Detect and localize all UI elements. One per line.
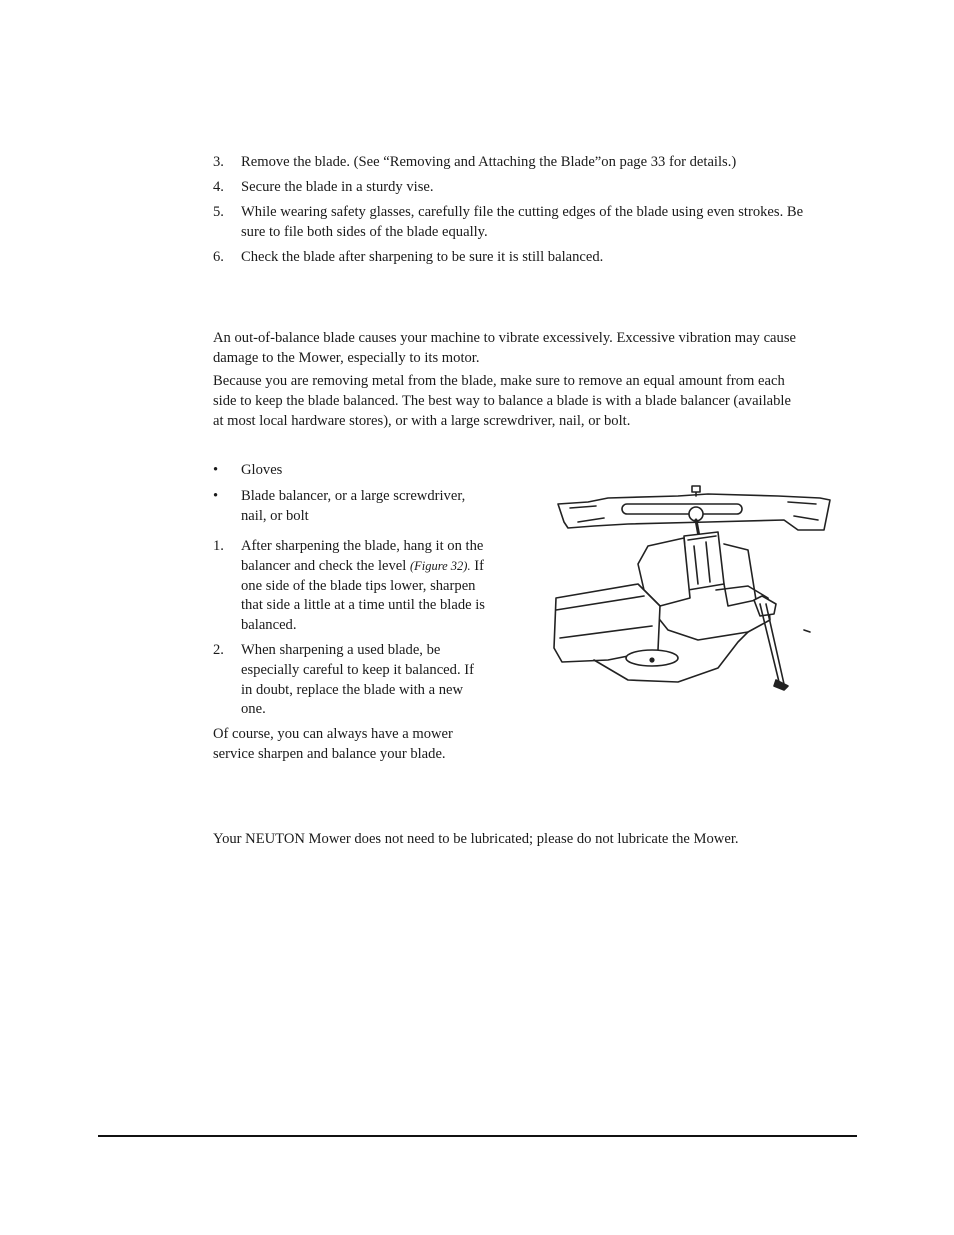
step-text: Remove the blade. (See “Removing and Attaching the Blade”on page 33 for details.) xyxy=(241,154,737,170)
text-line: that side a little at a time until the blade is xyxy=(241,597,485,614)
balance-paragraph-1 xyxy=(213,329,796,369)
step-text: Secure the blade in a sturdy vise. xyxy=(241,179,434,195)
text-line: When sharpening a used blade, be xyxy=(241,642,441,658)
text-line: After sharpening the blade, hang it on the xyxy=(241,538,484,554)
figure-reference: (Figure 32). xyxy=(409,558,471,573)
step-text-line-1: While wearing safety glasses, carefully file the cutting edges of the blade using even strokes. Be xyxy=(241,204,804,220)
text-line: Because you are removing metal from the blade, make sure to remove an equal amount from each xyxy=(213,373,785,389)
step-text xyxy=(241,641,474,720)
lubrication-note: Your NEUTON Mower does not need to be lubricated; please do not lubricate the Mower. xyxy=(213,831,739,847)
bullet: • xyxy=(213,488,219,504)
text-line: service sharpen and balance your blade. xyxy=(213,745,446,762)
text-line: especially careful to keep it balanced. If xyxy=(241,661,474,678)
step-text xyxy=(241,537,485,636)
blade-balancer-vise-illustration xyxy=(548,480,838,695)
step-number: 2. xyxy=(213,642,224,658)
text-line: one. xyxy=(241,701,266,718)
bullet: • xyxy=(213,462,219,478)
step-number: 5. xyxy=(213,204,224,220)
text-line: one side of the blade tips lower, sharpen xyxy=(241,577,476,594)
step-text: Check the blade after sharpening to be sure it is still balanced. xyxy=(241,249,604,265)
step-number: 6. xyxy=(213,249,224,265)
text-fragment: If xyxy=(470,557,484,574)
text-line: damage to the Mower, especially to its motor. xyxy=(213,349,480,366)
text-fragment: balancer and check the level xyxy=(241,557,410,574)
text-line: in doubt, replace the blade with a new xyxy=(241,681,464,698)
tool-text-line-2: nail, or bolt xyxy=(241,508,309,524)
balance-paragraph-2 xyxy=(213,372,791,431)
closing-paragraph xyxy=(213,725,453,765)
footer-rule xyxy=(98,1135,857,1137)
tool-text-line-1: Blade balancer, or a large screwdriver, xyxy=(241,488,466,504)
text-line: balanced. xyxy=(241,617,297,634)
text-line: side to keep the blade balanced. The best way to balance a blade is with a blade balancer (available xyxy=(213,392,791,409)
tool-text: Gloves xyxy=(241,462,283,478)
text-line xyxy=(241,557,485,577)
step-text-line-2: sure to file both sides of the blade equally. xyxy=(241,224,488,240)
text-line: An out-of-balance blade causes your machine to vibrate excessively. Excessive vibration may cause xyxy=(213,330,796,346)
text-line: at most local hardware stores), or with a large screwdriver, nail, or bolt. xyxy=(213,412,631,429)
text-line: Of course, you can always have a mower xyxy=(213,726,453,742)
step-number: 3. xyxy=(213,154,224,170)
step-number: 1. xyxy=(213,538,224,554)
step-number: 4. xyxy=(213,179,224,195)
